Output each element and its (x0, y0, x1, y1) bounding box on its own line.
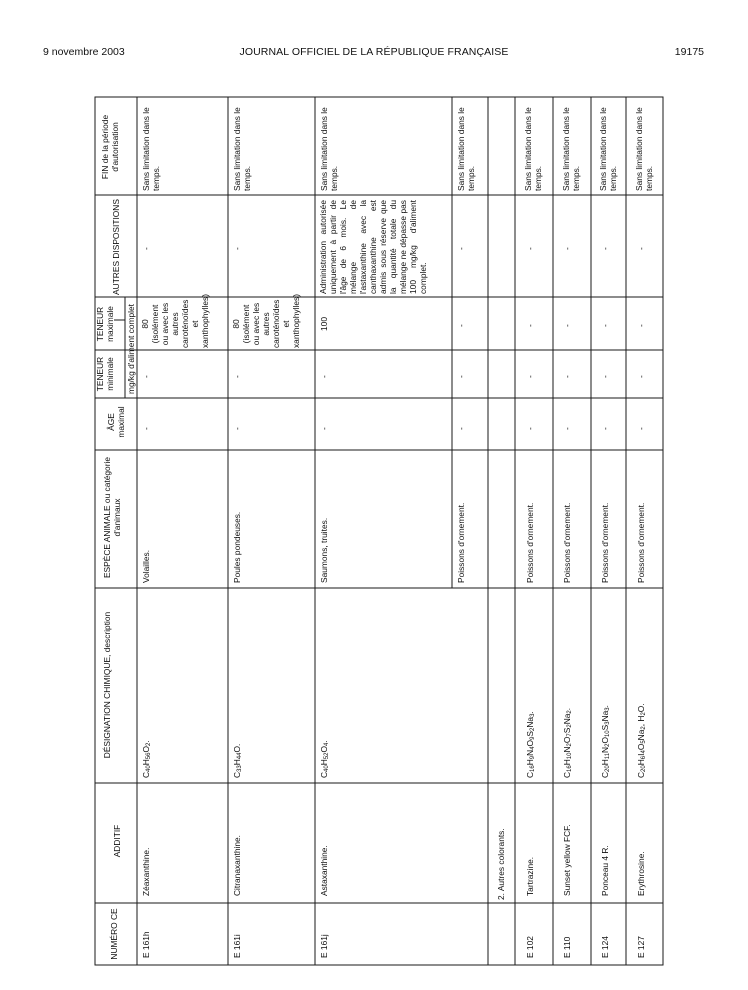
row8-age: - (600, 427, 610, 430)
row3-formula: C40H52O4. (319, 740, 330, 778)
row3-age: - (319, 427, 329, 430)
row7-fin: Sans limitation dans le temps. (561, 107, 581, 191)
row8-additif: Ponceau 4 R. (600, 845, 610, 896)
row7-formula: C16H10N2O7S2Na2. (562, 707, 573, 778)
row3-fin: Sans limitation dans le temps. (319, 107, 339, 191)
row9-teneur-min: - (636, 375, 646, 378)
row1-fin: Sans limitation dans le temps. (141, 107, 161, 191)
row3-numero: E 161j (319, 934, 329, 958)
header-unit: mg/kg d'aliment complet (126, 303, 136, 395)
row8-formula: C20H11N2O10S3Na3. (600, 705, 611, 778)
row2-age: - (232, 427, 242, 430)
row6-additif: Tartrazine. (525, 856, 535, 896)
row2-autres: - (232, 247, 242, 250)
row2-espece: Poules pondeuses. (232, 511, 242, 583)
header-teneur-max: TENEUR maximale (95, 306, 115, 342)
header-fin: FIN de la période d'autorisation (100, 114, 120, 180)
row9-age: - (636, 427, 646, 430)
header-date: 9 novembre 2003 (43, 46, 125, 58)
row9-numero: E 127 (636, 936, 646, 958)
row1-autres: - (141, 247, 151, 250)
row3-teneur-min: - (319, 375, 329, 378)
row7-additif: Sunset yellow FCF. (562, 824, 572, 896)
row9-fin: Sans limitation dans le temps. (634, 107, 654, 191)
row6-fin: Sans limitation dans le temps. (523, 107, 543, 191)
row6-formula: C16H9N4O9S2Na3. (525, 711, 536, 778)
row8-espece: Poissons d'ornement. (600, 502, 610, 583)
row3-autres: Administration autorisée uniquement à partir de l'âge de 6 mois. Le mélange de l'astaxanthine avec la canthaxanthine est admis sous réserve que la quantité totale du mélange ne dépasse pas 100 mg/kg d'aliment complet. (318, 200, 428, 294)
row6-age: - (525, 427, 535, 430)
header-title: JOURNAL OFFICIEL DE LA RÉPUBLIQUE FRANÇAISE (239, 46, 509, 58)
row1-formula: C40H56O2. (141, 740, 152, 778)
header-page-number: 19175 (674, 46, 704, 58)
row6-autres: - (525, 247, 535, 250)
row4-age: - (456, 427, 466, 430)
row1-teneur-max: 80 (isolément ou avec les autres caroténoïdes et xanthophylles) (140, 293, 210, 348)
row9-additif: Erythrosine. (636, 851, 646, 896)
header-espece: ESPÈCE ANIMALE ou catégorie d'animaux (102, 456, 122, 579)
row2-teneur-max: 80 (isolément ou avec les autres caroténoïdes et xanthophylles) (231, 293, 301, 348)
row2-numero: E 161i (232, 934, 242, 958)
section-autres-colorants: 2. Autres colorants. (496, 828, 506, 900)
row8-teneur-max: - (600, 324, 610, 327)
row6-teneur-max: - (525, 324, 535, 327)
row3-additif: Astaxanthine. (319, 845, 329, 896)
row1-espece: Volailles. (141, 549, 151, 583)
row4-teneur-max: - (456, 324, 466, 327)
row6-numero: E 102 (525, 936, 535, 958)
row6-espece: Poissons d'ornement. (525, 502, 535, 583)
row1-teneur-min: - (141, 375, 151, 378)
row9-teneur-max: - (636, 324, 646, 327)
row7-teneur-max: - (562, 324, 572, 327)
row8-autres: - (600, 247, 610, 250)
row8-fin: Sans limitation dans le temps. (598, 107, 618, 191)
row2-additif: Citranaxanthine. (232, 835, 242, 896)
row1-age: - (141, 427, 151, 430)
row2-formula: C33H44O. (232, 743, 243, 778)
row7-numero: E 110 (562, 936, 572, 958)
header-autres: AUTRES DISPOSITIONS (111, 199, 121, 295)
row7-teneur-min: - (562, 375, 572, 378)
row4-espece: Poissons d'ornement. (456, 502, 466, 583)
row3-espece: Saumons, truites. (319, 517, 329, 583)
header-teneur-min: TENEUR minimale (95, 356, 115, 392)
row4-autres: - (456, 247, 466, 250)
header-additif: ADDITIF (112, 824, 122, 858)
row9-autres: - (636, 247, 646, 250)
row9-formula: C20H6I4O5Na2, H2O. (636, 703, 647, 778)
row1-numero: E 161h (141, 931, 151, 958)
row9-espece: Poissons d'ornement. (636, 502, 646, 583)
row2-teneur-min: - (232, 375, 242, 378)
header-age: ÂGE maximal (106, 406, 126, 438)
row7-autres: - (562, 247, 572, 250)
row6-teneur-min: - (525, 375, 535, 378)
header-numero: NUMÉRO CE (109, 908, 119, 960)
row7-age: - (562, 427, 572, 430)
row4-fin: Sans limitation dans le temps. (456, 107, 476, 191)
header-designation: DÉSIGNATION CHIMIQUE, description (102, 611, 112, 759)
row2-fin: Sans limitation dans le temps. (232, 107, 252, 191)
row8-numero: E 124 (600, 936, 610, 958)
row7-espece: Poissons d'ornement. (562, 502, 572, 583)
row4-teneur-min: - (456, 375, 466, 378)
row3-teneur-max: 100 (319, 317, 329, 331)
row1-additif: Zéaxanthine. (141, 847, 151, 896)
row8-teneur-min: - (600, 375, 610, 378)
